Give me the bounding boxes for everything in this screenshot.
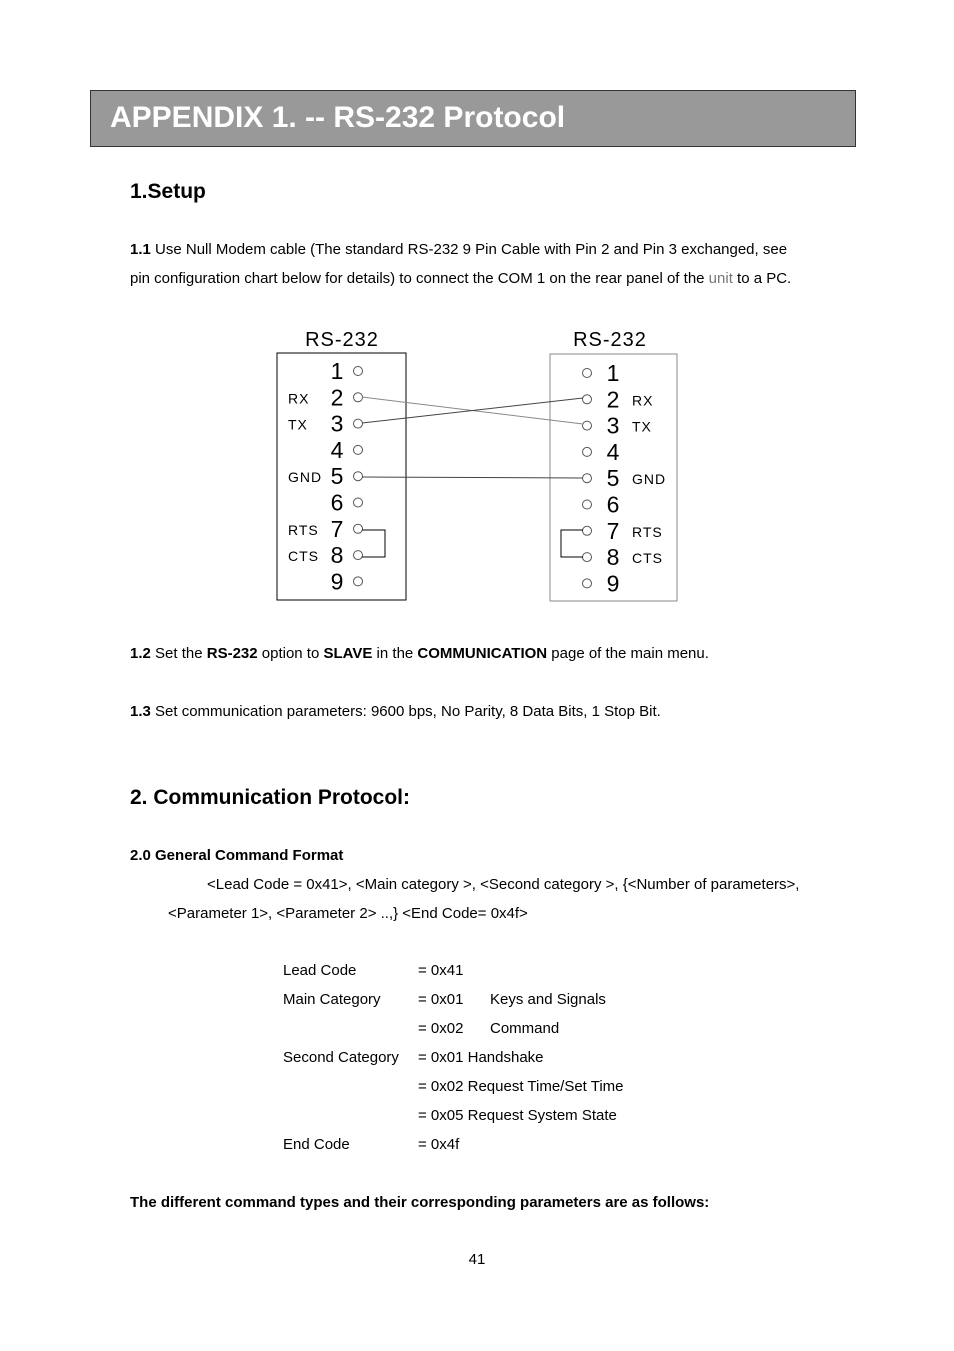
left-connector-title: RS-232 bbox=[305, 329, 379, 351]
protocol-heading: 2. Communication Protocol: bbox=[130, 786, 411, 809]
right-pin-hole bbox=[583, 526, 592, 535]
setup-heading: 1.Setup bbox=[130, 180, 206, 203]
right-pin-hole bbox=[583, 553, 592, 562]
left-pin-number: 5 bbox=[330, 463, 344, 490]
setup-paragraph-1-2 bbox=[130, 639, 709, 668]
step-text: Set the bbox=[150, 645, 207, 662]
right-signal-label: RTS bbox=[632, 523, 663, 540]
left-pin-hole bbox=[354, 367, 363, 376]
right-pin-number: 4 bbox=[606, 438, 620, 465]
left-pin-number: 7 bbox=[330, 515, 344, 542]
right-pin-hole bbox=[583, 500, 592, 509]
right-pin-hole bbox=[583, 369, 592, 378]
definition-label: Second Category bbox=[283, 1049, 399, 1066]
communication-keyword: COMMUNICATION bbox=[417, 645, 548, 662]
left-pin-hole bbox=[354, 472, 363, 481]
right-pin-number: 9 bbox=[606, 570, 620, 597]
general-format-heading: 2.0 General Command Format bbox=[130, 847, 344, 864]
right-pin-number: 2 bbox=[606, 386, 620, 413]
step-text: in the bbox=[372, 645, 418, 662]
format-line-1: <Lead Code = 0x41>, <Main category >, <Second category >, {<Number of parameters>, bbox=[207, 876, 800, 893]
definition-value: = 0x41 bbox=[418, 962, 464, 979]
definition-value: = 0x05 Request System State bbox=[418, 1107, 617, 1124]
left-pin-hole bbox=[354, 524, 363, 533]
left-pin-hole bbox=[354, 393, 363, 402]
step-text: Set communication parameters: 9600 bps, No Parity, 8 Data Bits, 1 Stop Bit. bbox=[150, 703, 661, 720]
right-pin-number: 1 bbox=[606, 360, 620, 386]
setup-paragraph-1-3 bbox=[130, 697, 661, 726]
left-pin-number: 2 bbox=[330, 384, 344, 411]
format-line-2: <Parameter 1>, <Parameter 2> ..,} <End Code= 0x4f> bbox=[168, 905, 528, 922]
right-pin-number: 5 bbox=[606, 465, 620, 492]
page-title: APPENDIX 1. -- RS-232 Protocol bbox=[110, 101, 566, 134]
right-pin-number: 7 bbox=[606, 517, 620, 544]
right-signal-label: GND bbox=[632, 471, 667, 488]
definition-desc: Command bbox=[490, 1020, 560, 1037]
left-pin-number: 6 bbox=[330, 489, 344, 516]
right-pin-number: 3 bbox=[606, 412, 620, 439]
left-pin-number: 1 bbox=[330, 358, 344, 384]
step-text: pin configuration chart below for details) to connect the COM 1 on the rear panel of the bbox=[130, 270, 709, 287]
left-pin-hole bbox=[354, 445, 363, 454]
right-signal-label: TX bbox=[632, 418, 652, 435]
definition-label: End Code bbox=[283, 1136, 350, 1153]
right-pin-hole bbox=[583, 395, 592, 404]
step-text: to a PC. bbox=[732, 270, 792, 287]
definition-value: = 0x01 bbox=[418, 991, 464, 1008]
right-pin-number: 8 bbox=[606, 544, 620, 571]
right-pin-hole bbox=[583, 421, 592, 430]
step-number: 1.1 bbox=[130, 241, 151, 258]
closing-statement: The different command types and their corresponding parameters are as follows: bbox=[130, 1194, 710, 1211]
definition-label: Lead Code bbox=[283, 962, 357, 979]
left-pin-hole bbox=[354, 498, 363, 507]
step-text: page of the main menu. bbox=[547, 645, 709, 662]
left-signal-label: RTS bbox=[288, 521, 319, 538]
definition-value: = 0x02 bbox=[418, 1020, 464, 1037]
step-text: Use Null Modem cable (The standard RS-232 9 Pin Cable with Pin 2 and Pin 3 exchanged, see bbox=[150, 241, 788, 258]
right-signal-label: RX bbox=[632, 392, 654, 409]
left-pin-number: 3 bbox=[330, 410, 344, 437]
right-pin-number: 6 bbox=[606, 491, 620, 518]
left-pin-number: 4 bbox=[330, 436, 344, 463]
step-text: option to bbox=[257, 645, 324, 662]
page-number: 41 bbox=[468, 1251, 486, 1268]
right-pin-hole bbox=[583, 579, 592, 588]
right-pin-hole bbox=[583, 474, 592, 483]
step-number: 1.3 bbox=[130, 703, 151, 720]
slave-keyword: SLAVE bbox=[323, 645, 373, 662]
left-pin-number: 8 bbox=[330, 542, 344, 569]
left-signal-label: TX bbox=[288, 416, 308, 433]
definition-value: = 0x02 Request Time/Set Time bbox=[418, 1078, 624, 1095]
null-modem-pin-diagram bbox=[0, 0, 954, 620]
definition-desc: Keys and Signals bbox=[490, 991, 606, 1008]
left-signal-label: RX bbox=[288, 390, 310, 407]
unit-word: unit bbox=[708, 270, 733, 287]
step-number: 1.2 bbox=[130, 645, 151, 662]
definition-value: = 0x01 Handshake bbox=[418, 1049, 544, 1066]
right-connector-title: RS-232 bbox=[573, 329, 647, 351]
left-pin-hole bbox=[354, 419, 363, 428]
right-signal-label: CTS bbox=[632, 550, 663, 567]
left-rts-cts-loopback bbox=[362, 530, 385, 557]
right-pin-hole bbox=[583, 447, 592, 456]
left-pin-number: 9 bbox=[330, 568, 344, 595]
right-rts-cts-loopback bbox=[561, 530, 583, 557]
rs232-keyword: RS-232 bbox=[206, 645, 258, 662]
left-signal-label: CTS bbox=[288, 548, 319, 565]
left-pin-hole bbox=[354, 551, 363, 560]
definition-value: = 0x4f bbox=[418, 1136, 460, 1153]
definition-label: Main Category bbox=[283, 991, 381, 1008]
left-pin-hole bbox=[354, 577, 363, 586]
left-signal-label: GND bbox=[288, 469, 323, 486]
